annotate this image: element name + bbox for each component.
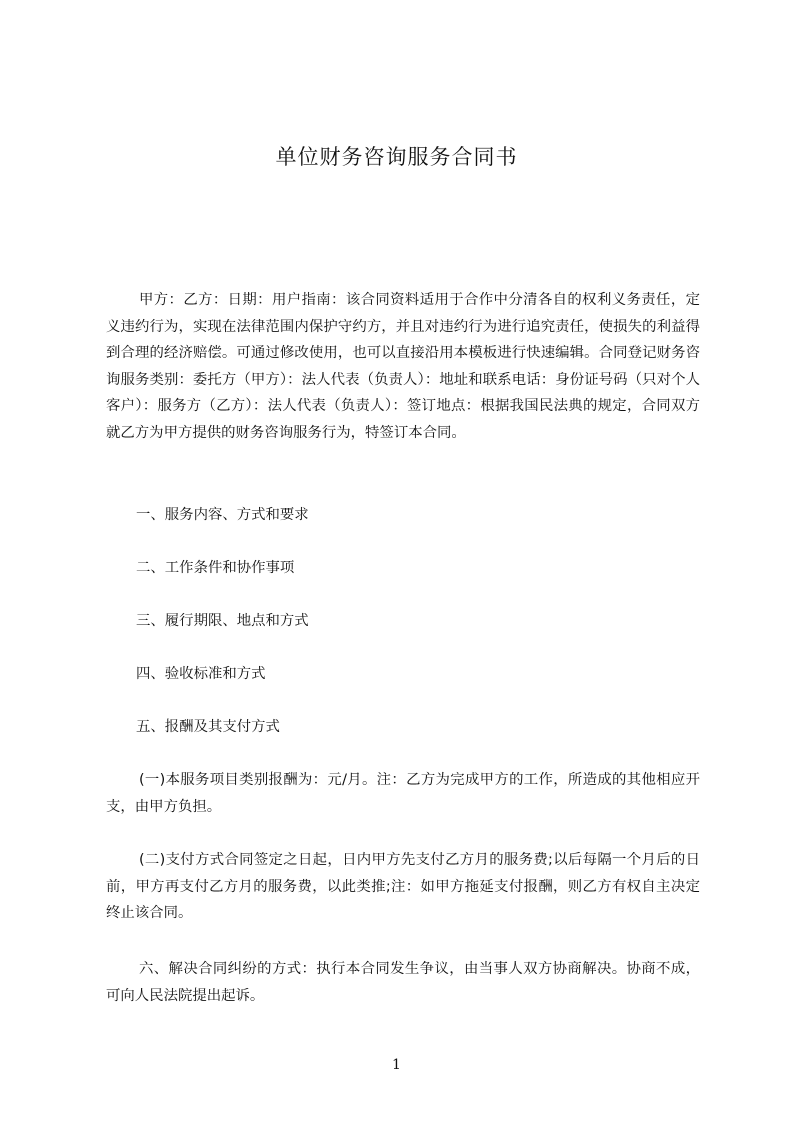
section-heading-1: 一、服务内容、方式和要求 [136, 507, 309, 523]
section-heading-2: 二、工作条件和协作事项 [136, 560, 295, 576]
section-heading-4: 四、验收标准和方式 [136, 666, 266, 682]
clause-dispute-resolution: 六、解决合同纠纷的方式：执行本合同发生争议，由当事人双方协商解决。协商不成，可向人民法院提出起诉。 [106, 961, 700, 1004]
document-title: 单位财务咨询服务合同书 [275, 145, 518, 169]
clause-payment-method: (二)支付方式合同签定之日起，日内甲方先支付乙方月的服务费;以后每隔一个月后的日前，甲方再支付乙方月的服务费，以此类推;注：如甲方拖延支付报酬，则乙方有权自主决定终止该合同。 [106, 852, 700, 921]
intro-paragraph: 甲方：乙方：日期：用户指南：该合同资料适用于合作中分清各自的权利义务责任，定义违约行为，实现在法律范围内保护守约方，并且对违约行为进行追究责任，使损失的利益得到合理的经济赔偿。可通过修改使用，也可以直接沿用本模板进行快速编辑。合同登记财务咨询服务类别：委托方（甲方）：法人代表（负责人）：地址和联系电话：身份证号码（只对个人客户）：服务方（乙方）：法人代表（负责人）：签订地点：根据我国民法典的规定，合同双方就乙方为甲方提供的财务咨询服务行为，特签订本合同。 [106, 292, 700, 441]
page-number: 1 [392, 1057, 401, 1073]
section-heading-5: 五、报酬及其支付方式 [136, 719, 280, 735]
section-heading-3: 三、履行期限、地点和方式 [136, 613, 309, 629]
clause-payment-amount: (一)本服务项目类别报酬为：元/月。注：乙方为完成甲方的工作，所造成的其他相应开支，由甲方负担。 [106, 772, 700, 815]
